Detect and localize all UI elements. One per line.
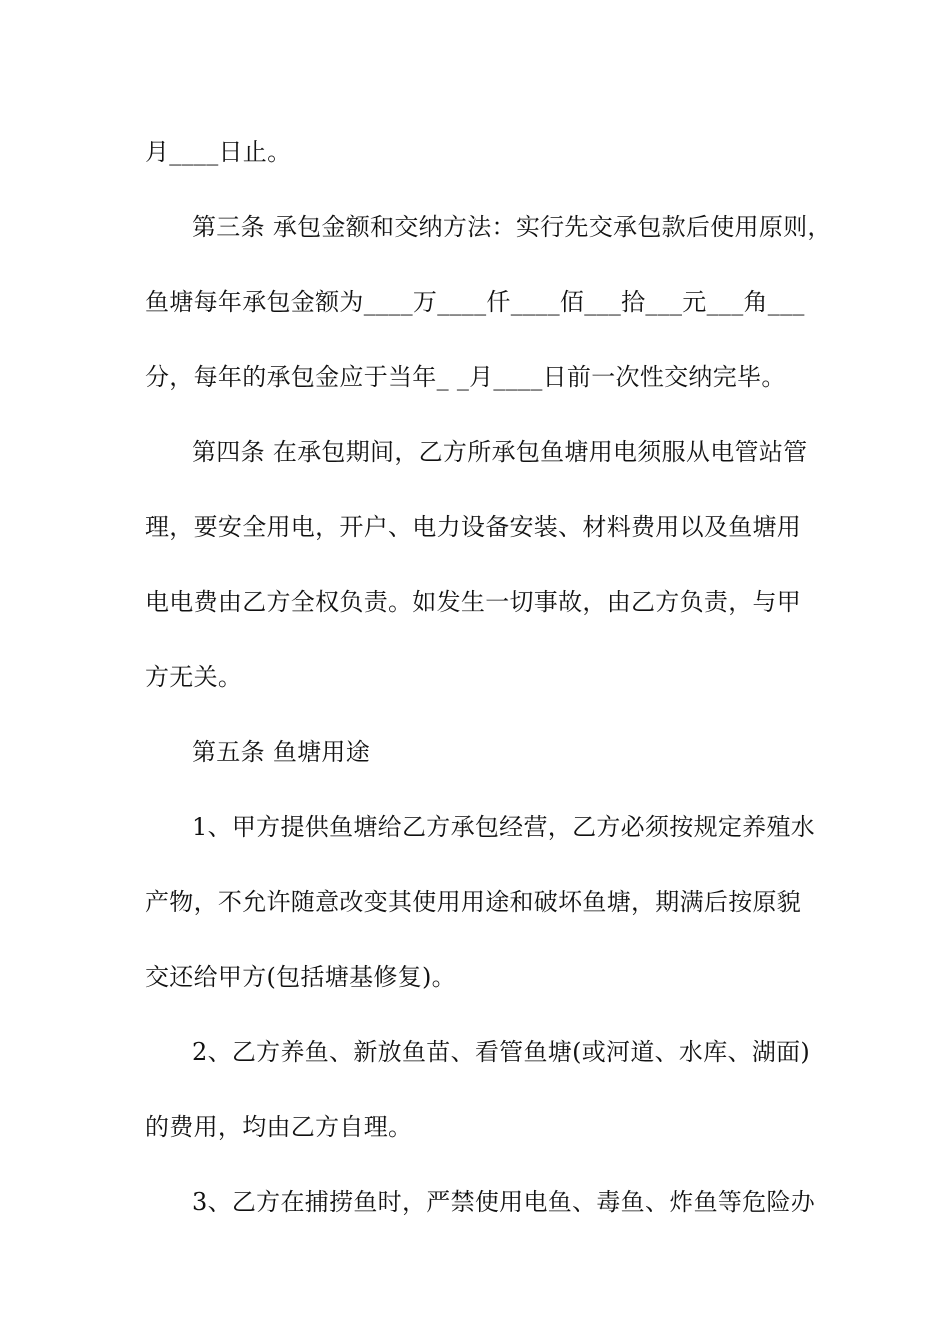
text-line-4: 分，每年的承包金应于当年_ _月____日前一次性交纳完毕。 bbox=[145, 363, 786, 391]
text-line-3: 鱼塘每年承包金额为____万____仟____佰___拾___元___角___ bbox=[145, 288, 805, 316]
article-4-heading-line: 第四条 在承包期间，乙方所承包鱼塘用电须服从电管站管 bbox=[192, 438, 808, 466]
text-line-11: 产物，不允许随意改变其使用用途和破坏鱼塘，期满后按原貌 bbox=[145, 888, 802, 916]
article-3-heading-line: 第三条 承包金额和交纳方法：实行先交承包款后使用原则， bbox=[192, 213, 832, 241]
text-line-1: 月____日止。 bbox=[145, 138, 292, 166]
clause-1-line: 1、甲方提供鱼塘给乙方承包经营，乙方必须按规定养殖水 bbox=[192, 813, 816, 841]
text-line-6: 理，要安全用电，开户、电力设备安装、材料费用以及鱼塘用 bbox=[145, 513, 802, 541]
clause-3-line: 3、乙方在捕捞鱼时，严禁使用电鱼、毒鱼、炸鱼等危险办 bbox=[192, 1188, 816, 1216]
text-line-7: 电电费由乙方全权负责。如发生一切事故，由乙方负责，与甲 bbox=[145, 588, 802, 616]
text-line-14: 的费用，均由乙方自理。 bbox=[145, 1113, 413, 1141]
text-line-8: 方无关。 bbox=[145, 663, 243, 691]
clause-2-line: 2、乙方养鱼、新放鱼苗、看管鱼塘(或河道、水库、湖面) bbox=[192, 1038, 811, 1066]
article-5-heading: 第五条 鱼塘用途 bbox=[192, 738, 371, 766]
text-line-12: 交还给甲方(包括塘基修复)。 bbox=[145, 963, 456, 991]
